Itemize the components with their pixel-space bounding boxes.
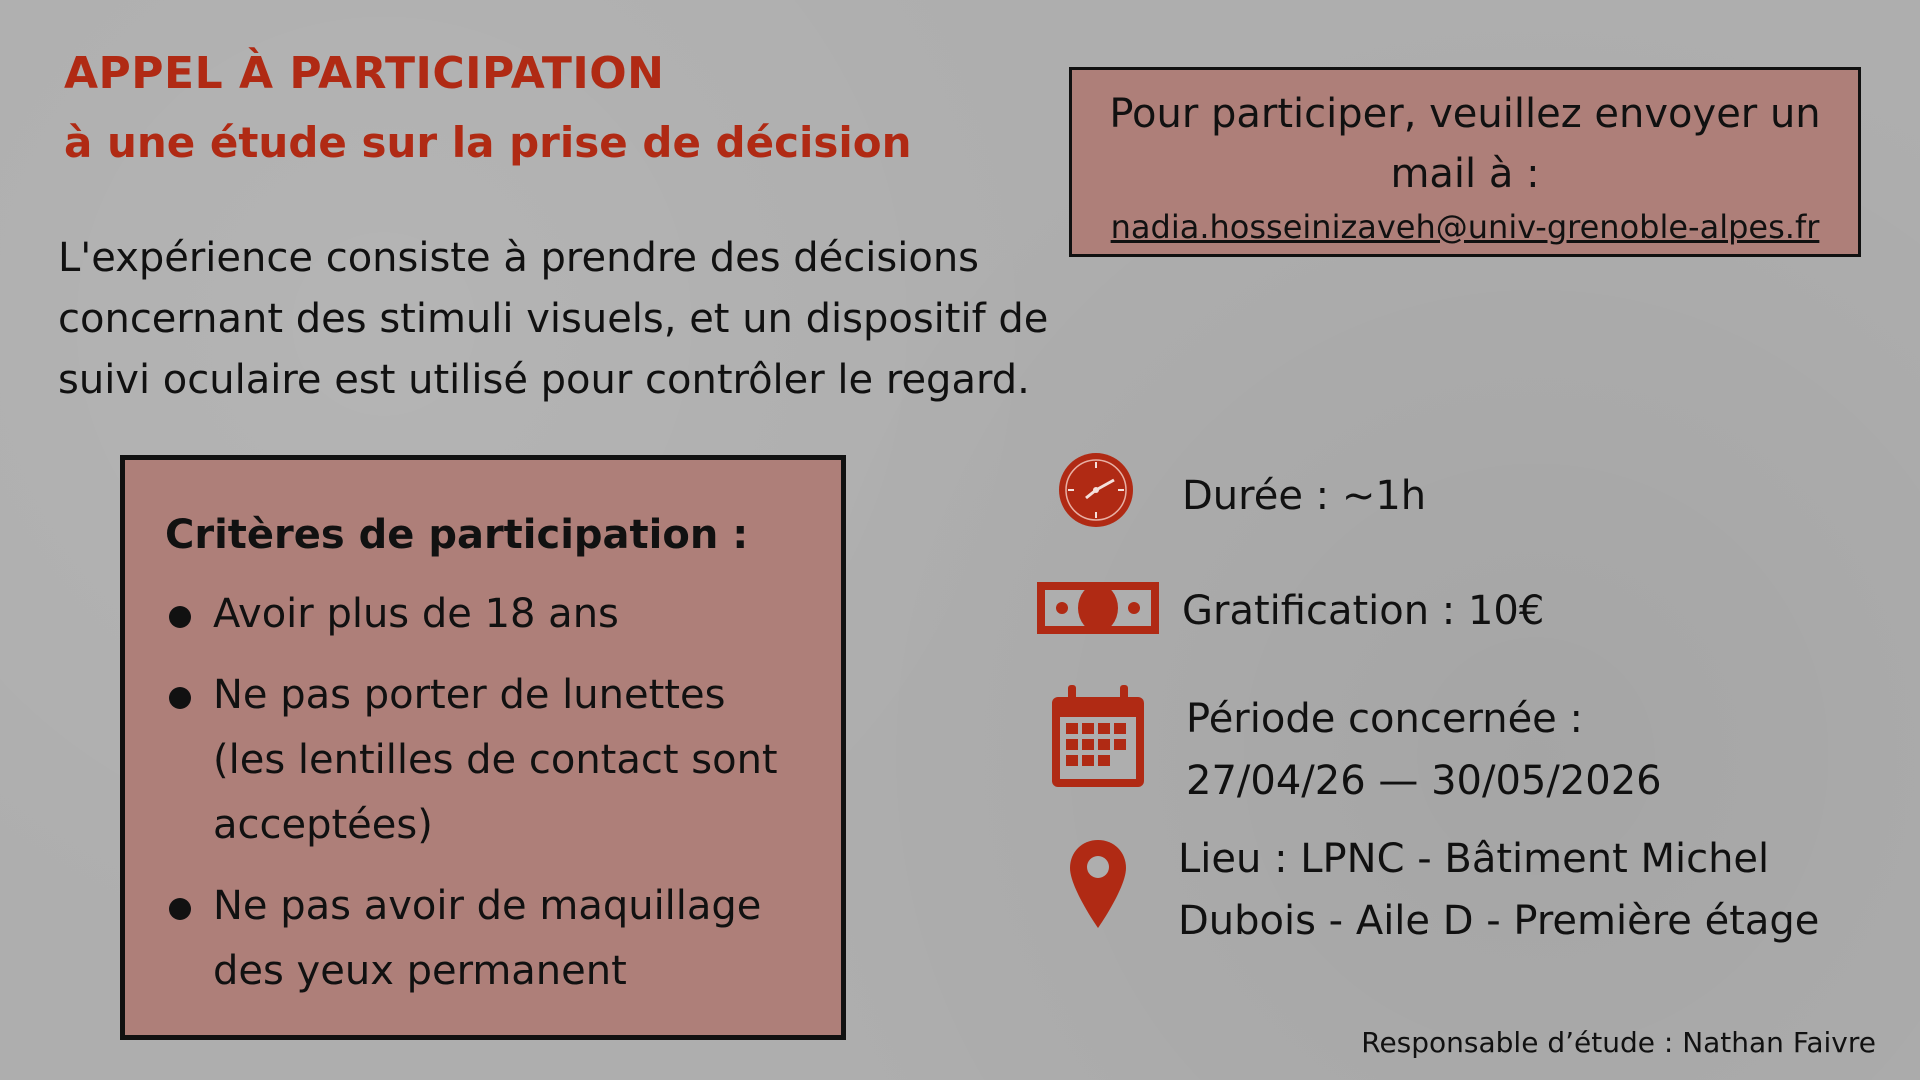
list-item bbox=[165, 582, 805, 647]
banknote-icon bbox=[1037, 582, 1159, 634]
criteria-heading: Critères de participation : bbox=[165, 512, 749, 558]
criteria-item-text: Ne pas avoir de maquillage des yeux permanent bbox=[213, 883, 762, 994]
criteria-box bbox=[120, 455, 846, 1040]
footer-credit: Responsable d’étude : Nathan Faivre bbox=[1361, 1026, 1876, 1059]
bullet-icon bbox=[169, 606, 191, 628]
page-title: APPEL À PARTICIPATION bbox=[64, 48, 665, 99]
list-item bbox=[165, 663, 805, 858]
duration-row bbox=[1182, 465, 1426, 527]
location-text: Lieu : LPNC - Bâtiment Michel Dubois - Aile D - Première étage bbox=[1178, 836, 1820, 944]
calendar-icon bbox=[1050, 683, 1146, 789]
criteria-item-text: Ne pas porter de lunettes (les lentilles de contact sont acceptées) bbox=[213, 672, 778, 848]
contact-text: Pour participer, veuillez envoyer un mail à : bbox=[1109, 91, 1821, 197]
map-pin-icon bbox=[1068, 838, 1128, 930]
page-subtitle: à une étude sur la prise de décision bbox=[64, 118, 912, 167]
period-label: Période concernée : bbox=[1186, 696, 1583, 742]
duration-text: Durée : ~1h bbox=[1182, 473, 1427, 519]
location-row bbox=[1178, 828, 1868, 952]
intro-paragraph: L'expérience consiste à prendre des décisions concernant des stimuli visuels, et un dispositif de suivi oculaire est utilisé pour contrôler le regard. bbox=[58, 235, 1049, 403]
period-row bbox=[1186, 688, 1662, 812]
contact-box bbox=[1069, 67, 1861, 257]
bullet-icon bbox=[169, 687, 191, 709]
bullet-icon bbox=[169, 898, 191, 920]
clock-icon bbox=[1058, 452, 1134, 528]
reward-text: Gratification : 10€ bbox=[1182, 588, 1545, 634]
contact-email-link[interactable]: nadia.hosseinizaveh@univ-grenoble-alpes.fr bbox=[1110, 208, 1820, 246]
period-value: 27/04/26 — 30/05/2026 bbox=[1186, 758, 1662, 804]
criteria-item-text: Avoir plus de 18 ans bbox=[213, 591, 619, 637]
reward-row bbox=[1182, 580, 1544, 642]
criteria-list bbox=[165, 582, 805, 1004]
list-item bbox=[165, 874, 805, 1004]
